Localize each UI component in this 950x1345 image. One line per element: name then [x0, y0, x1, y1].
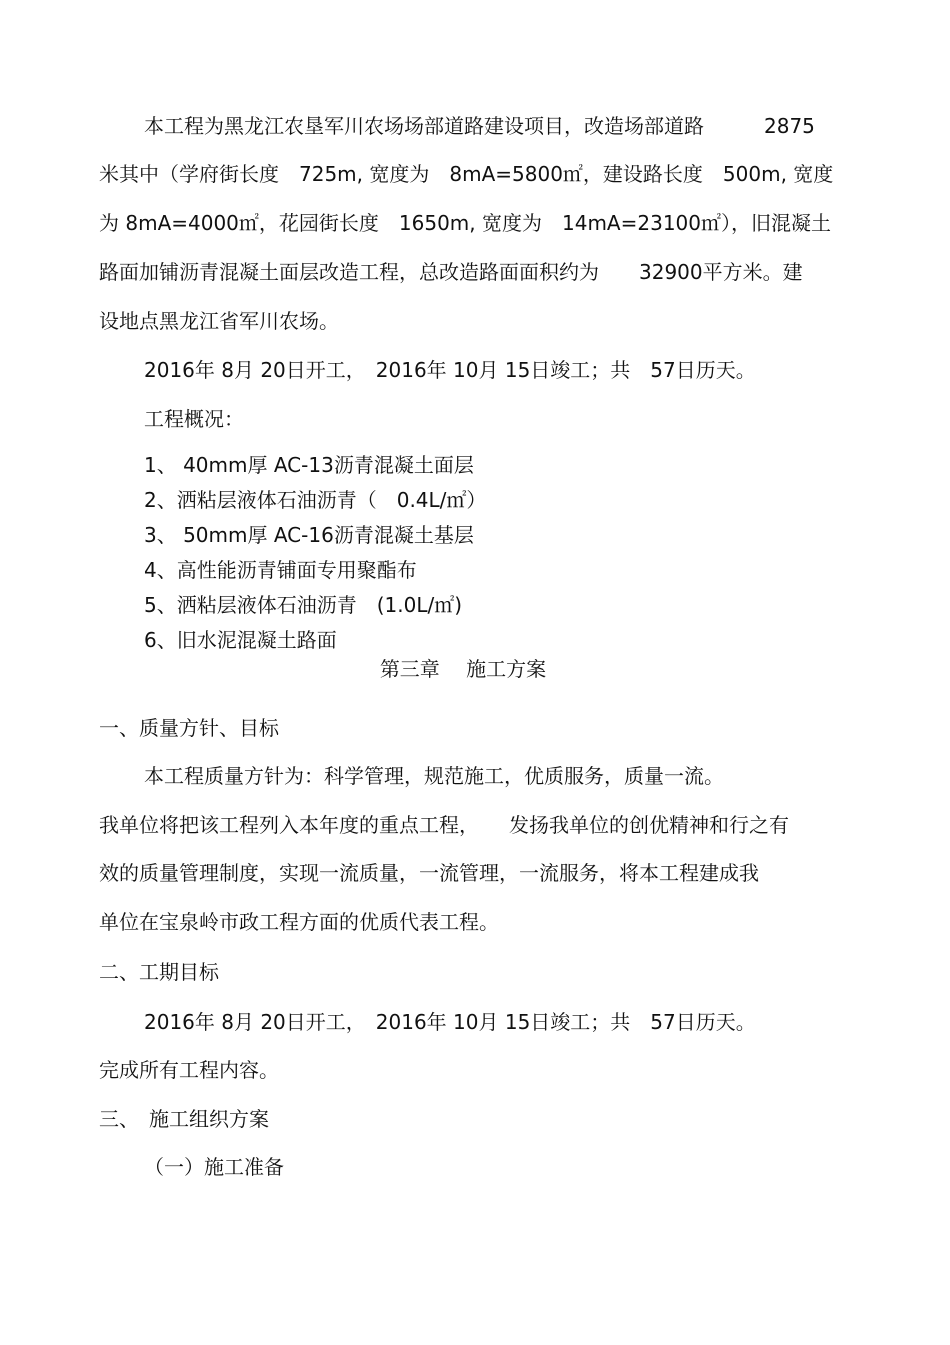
quality-goal-line-2: 效的质量管理制度，实现一流质量，一流管理，一流服务，将本工程建成我 — [99, 861, 759, 885]
project-intro-line-2: 米其中（学府街长度 725m, 宽度为 8mA=5800㎡，建设路长度 500m, 宽度 — [99, 162, 834, 186]
project-intro-line-3: 为 8mA=4000㎡，花园街长度 1650m, 宽度为 14mA=23100㎡），旧混凝土 — [99, 211, 831, 235]
layer-item-4: 4、高性能沥青铺面专用聚酯布 — [144, 558, 417, 582]
layer-item-1: 1、 40mm厚 AC-13沥青混凝土面层 — [144, 453, 474, 477]
quality-goal-line-1: 我单位将把该工程列入本年度的重点工程， 发扬我单位的创优精神和行之有 — [99, 813, 789, 837]
layer-item-2: 2、洒粘层液体石油沥青（ 0.4L/㎡） — [144, 488, 487, 512]
project-intro-line-1: 本工程为黑龙江农垦军川农场场部道路建设项目，改造场部道路 2875 — [144, 114, 815, 138]
layer-item-5: 5、洒粘层液体石油沥青 (1.0L/㎡) — [144, 593, 463, 617]
quality-policy-line: 本工程质量方针为：科学管理，规范施工，优质服务，质量一流。 — [144, 764, 724, 788]
organization-section-heading: 三、 施工组织方案 — [99, 1107, 269, 1131]
layer-item-6: 6、旧水泥混凝土路面 — [144, 628, 337, 652]
overview-heading: 工程概况： — [144, 407, 244, 431]
project-intro-line-4: 路面加铺沥青混凝土面层改造工程，总改造路面面积约为 32900平方米。建 — [99, 260, 803, 284]
project-intro-line-5: 设地点黑龙江省军川农场。 — [99, 309, 339, 333]
layer-item-3: 3、 50mm厚 AC-16沥青混凝土基层 — [144, 523, 474, 547]
schedule-line-1: 2016年 8月 20日开工， 2016年 10月 15日竣工；共 57日历天。 — [144, 358, 756, 382]
chapter-heading: 第三章 施工方案 — [379, 657, 547, 681]
quality-goal-line-3: 单位在宝泉岭市政工程方面的优质代表工程。 — [99, 910, 499, 934]
quality-section-heading: 一、质量方针、目标 — [99, 716, 279, 740]
preparation-subheading: （一）施工准备 — [144, 1155, 284, 1179]
schedule-section-heading: 二、工期目标 — [99, 960, 219, 984]
completion-line: 完成所有工程内容。 — [99, 1058, 279, 1082]
schedule-line-2: 2016年 8月 20日开工， 2016年 10月 15日竣工；共 57日历天。 — [144, 1010, 756, 1034]
